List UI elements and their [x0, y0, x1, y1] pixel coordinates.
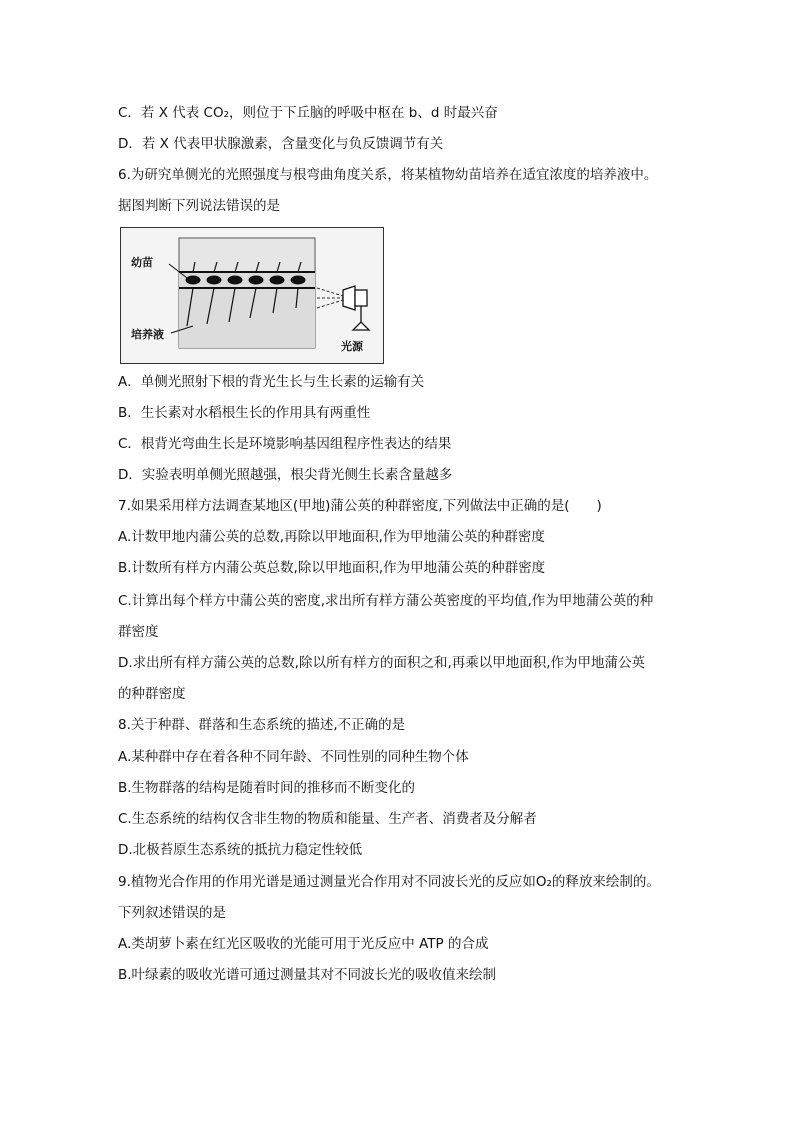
- line-6: B．生长素对水稻根生长的作用具有两重性: [118, 405, 371, 421]
- line-17: A.某种群中存在着各种不同年龄、不同性别的同种生物个体: [118, 749, 469, 765]
- line-3: 6.为研究单侧光的光照强度与根弯曲角度关系，将某植物幼苗培养在适宜浓度的培养液中。: [118, 167, 658, 183]
- line-16: 8.关于种群、群落和生态系统的描述,不正确的是: [118, 717, 406, 733]
- line-9: 7.如果采用样方法调查某地区(甲地)蒲公英的种群密度,下列做法中正确的是( ): [118, 498, 602, 514]
- line-13: 群密度: [118, 624, 159, 640]
- light-beam: [317, 288, 343, 308]
- line-11: B.计数所有样方内蒲公英总数,除以甲地面积,作为甲地蒲公英的种群密度: [118, 560, 546, 576]
- label-light-source: 光源: [341, 340, 363, 353]
- line-20: D.北极苔原生态系统的抵抗力稳定性较低: [118, 842, 363, 858]
- line-1: C．若 X 代表 CO₂，则位于下丘脑的呼吸中枢在 b、d 时最兴奋: [118, 105, 498, 121]
- line-8: D．实验表明单侧光照越强，根尖背光侧生长素含量越多: [118, 467, 453, 483]
- line-22: 下列叙述错误的是: [118, 905, 226, 921]
- line-14: D.求出所有样方蒲公英的总数,除以所有样方的面积之和,再乘以甲地面积,作为甲地蒲公英: [118, 655, 646, 671]
- line-4: 据图判断下列说法错误的是: [118, 198, 280, 214]
- label-medium: 培养液: [131, 328, 164, 341]
- light-source-icon: [343, 286, 369, 330]
- line-19: C.生态系统的结构仅含非生物的物质和能量、生产者、消费者及分解者: [118, 811, 537, 827]
- line-7: C．根背光弯曲生长是环境影响基因组程序性表达的结果: [118, 436, 452, 452]
- line-24: B.叶绿素的吸收光谱可通过测量其对不同波长光的吸收值来绘制: [118, 967, 497, 983]
- line-15: 的种群密度: [118, 686, 186, 702]
- line-18: B.生物群落的结构是随着时间的推移而不断变化的: [118, 780, 416, 796]
- label-seedling: 幼苗: [131, 256, 153, 269]
- experiment-diagram: [121, 228, 383, 363]
- experiment-figure: [120, 227, 384, 364]
- line-5: A．单侧光照射下根的背光生长与生长素的运输有关: [118, 374, 425, 390]
- line-23: A.类胡萝卜素在红光区吸收的光能可用于光反应中 ATP 的合成: [118, 936, 489, 952]
- line-10: A.计数甲地内蒲公英的总数,再除以甲地面积,作为甲地蒲公英的种群密度: [118, 529, 545, 545]
- line-2: D．若 X 代表甲状腺激素，含量变化与负反馈调节有关: [118, 136, 444, 152]
- line-21: 9.植物光合作用的作用光谱是通过测量光合作用对不同波长光的反应如O₂的释放来绘制的。: [118, 874, 660, 890]
- seedling-seed: [186, 276, 200, 284]
- line-12: C.计算出每个样方中蒲公英的密度,求出所有样方蒲公英密度的平均值,作为甲地蒲公英的种: [118, 593, 654, 609]
